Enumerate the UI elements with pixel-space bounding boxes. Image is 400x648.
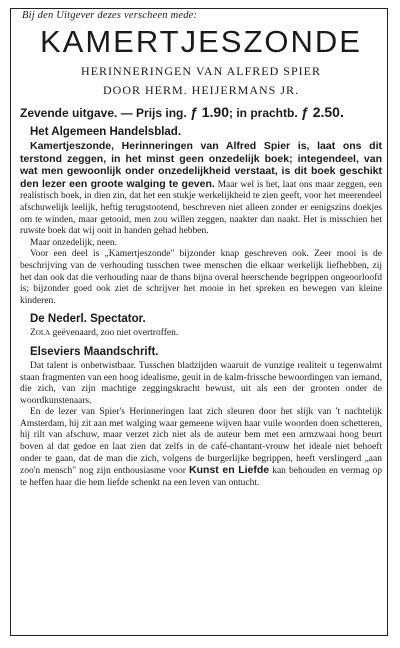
review-elsevier-bold: Kunst en Liefde: [189, 464, 270, 477]
review-elsevier-text2: En de lezer van Spier's Herinneringen laat zich sleuren door het slijk van 't nachtelijk Amsterdam, hij zit aan met walging waar gemeene wijven haar vuile woorden doen schetteren, hij rilt van afschuw, maar verzet zich niet als de auteur bem met een armzwaai hoog beurt boven al dat gedoe en laat zien dat zelfs in de café-chantant-vrouw het ideale niet behoeft onder te gaan, dat de man die zich, volgens de burgerlijke begrippen, heeft verslingerd „aan zoo'n mensch" nog zijn enthousiasme voor: [20, 407, 382, 477]
review-source-spectator: De Nederl. Spectator.: [30, 313, 146, 326]
price-middle: ; in prachtb.: [229, 106, 298, 120]
price-line: [20, 104, 382, 120]
book-title: KAMERTJESZONDE: [40, 24, 362, 59]
review-elsevier-text3: kan behouden en vermag op te heffen haar die hem liefde schenkt na een leven van ontucht.: [20, 466, 383, 488]
review-source-elsevier: Elseviers Maandschrift.: [30, 345, 159, 358]
review-elsevier: [20, 361, 382, 490]
advertisement-page: [20, 10, 382, 489]
review-handelsblad-text1: Maar wel is het, laat ons maar zeggen, een realistisch boek, in dien zin, dat het een stukje werkelijkheid te zien geeft, voor het meerendeel afschuwelijk leelijk, heftig terugstootend, beschreven niet alleen zonder er eenigszins doekjes om te winden, maar getooid, men zou willen zeggen, naakter dan naakt. Het is misschien het ruwste boek dat wij ooit in handen gehad hebben.: [20, 179, 383, 237]
review-spectator-text: geëvenaard, zoo niet overtroffen.: [52, 328, 179, 339]
book-author: DOOR HERM. HEIJERMANS JR.: [102, 83, 300, 97]
price-paper: ƒ 1.90: [190, 104, 229, 120]
review-handelsblad-bold: Kamertjeszonde, Herinneringen van Alfred Spier is, laat ons dit terstond zeggen, in het minst geen onzedelijk boek; integendeel, van wat men gewoonlijk onder onzedelijkheid verstaat, is dit boek geschikt den lezer een groote walging te geven.: [20, 140, 382, 190]
book-subtitle: HERINNERINGEN VAN ALFRED SPIER: [81, 64, 321, 78]
review-source-handelsblad: Het Algemeen Handelsblad.: [30, 126, 182, 138]
price-bound: ƒ 2.50.: [301, 104, 344, 120]
edition-text: Zevende uitgave. — Prijs ing.: [20, 106, 187, 120]
review-handelsblad-text3: Voor een deel is „Kamertjeszonde" bijzonder knap geschreven ook. Zeer mooi is de beschrijving van de verhouding tusschen twee menschen die elkaar werkelijk liefhebben, zij het dan ook dat die verhouding naar de thans bijna overal heerschende begrippen ongeoorloofd is; bijzonder goed ook ziet de schrijver het mooie in het spreken en bewegen van kleine kinderen.: [20, 249, 382, 306]
review-handelsblad-text2: Maar onzedelijk, neen.: [30, 237, 118, 248]
intro-line: Bij den Uitgever dezes verscheen mede:: [22, 10, 198, 21]
review-elsevier-text1: Dat talent is onbetwistbaar. Tusschen bladzijden waaruit de vunzige realiteit u tegenwalmt staan fragmenten van een hoog idealisme, geuit in de kalm-frissche bewoordingen van iemand, die zich, van zijn machtige zeggingskracht bewust, uit als een der grooten onder de woordkunstenaars.: [20, 360, 382, 406]
review-spectator-name: Zola: [30, 328, 51, 339]
review-handelsblad: [20, 141, 382, 307]
review-spectator: [20, 328, 382, 340]
